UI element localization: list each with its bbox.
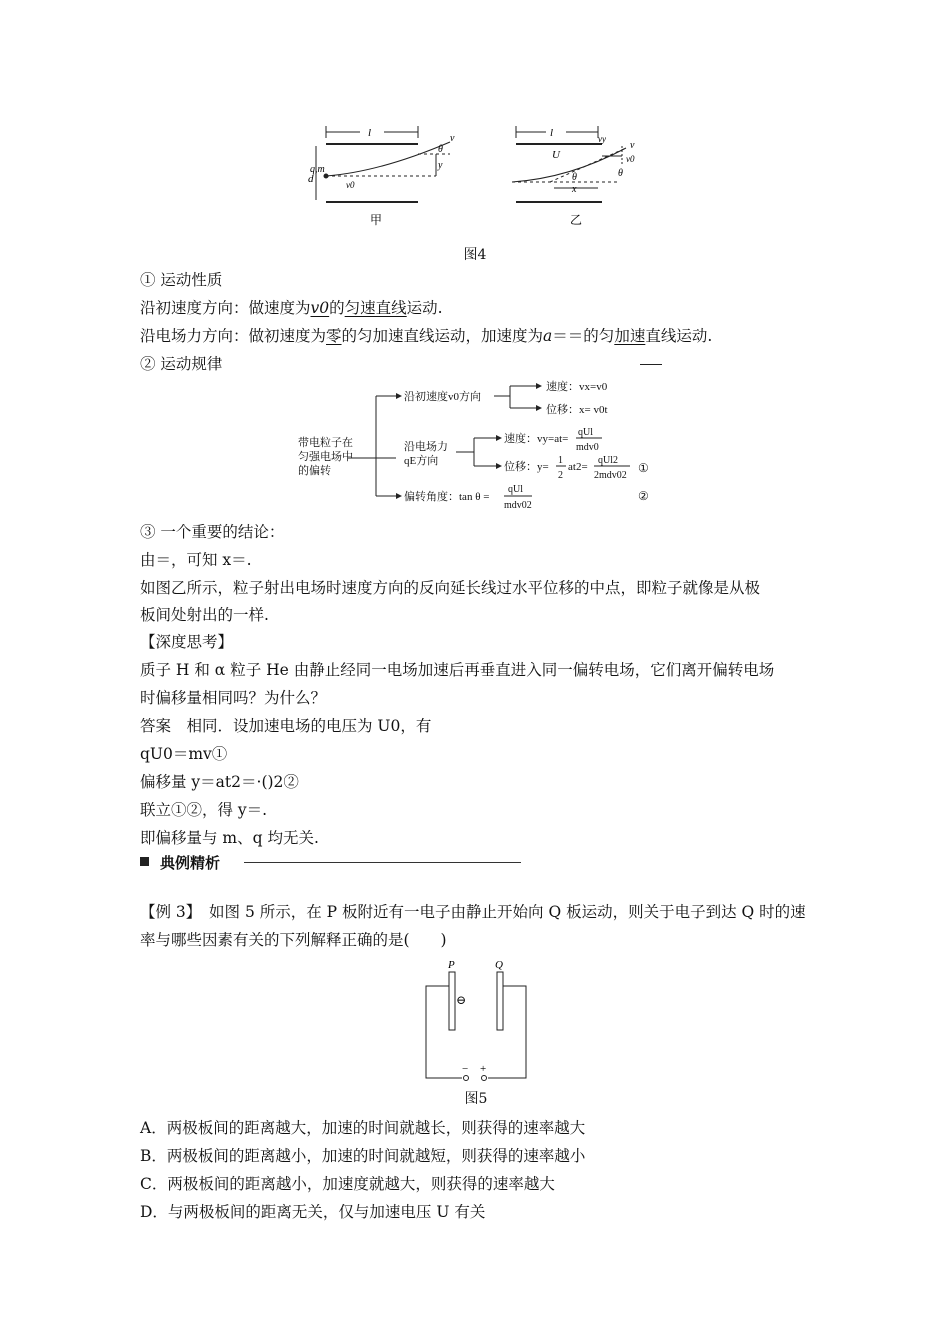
yi-theta2: θ [618,168,623,179]
p2-mid: 的 [329,299,345,317]
fig5-plus: + [480,1063,487,1075]
fig5-minus: − [462,1063,469,1075]
text-p6: 由＝，可知 x＝. [140,551,252,569]
diagram-root-2: 匀强电场中 [298,451,353,463]
option-b: B．两极板间的距离越小，加速的时间就越短，则获得的速率越小 [140,1147,586,1165]
fig5-P: P [448,959,455,971]
diagram-mark1: ① [638,461,649,475]
example-3-line-1: 【例 3】 如图 5 所示，在 P 板附近有一电子由静止开始向 Q 板运动，则关于电子到达 Q 时的速 [140,903,806,921]
yi-x: x [572,184,577,195]
text-p8: 板间处射出的一样. [140,606,269,624]
option-c: C．两极板间的距离越小，加速度就越大，则获得的速率越大 [140,1175,555,1193]
diagram-b2-1: 沿电场力 [404,441,448,453]
jia-v0: v0 [346,180,355,190]
section-rule [244,862,521,863]
jia-y: y [438,160,443,171]
jia-v: v [450,133,455,144]
p2-pre: 沿初速度方向：做速度为 [140,299,311,317]
p3-a: a [543,327,553,345]
p2-post: 运动. [406,299,443,317]
diagram-b1b: 位移：x= v0t [546,404,608,416]
section-square-icon [140,857,149,866]
diagram-root-3: 的偏转 [298,465,331,477]
p3-pre: 沿电场力方向：做初速度为 [140,327,327,345]
diagram-b3-num: qUl [508,484,523,495]
diagram-b2b-n1: 1 [558,455,563,466]
jia-label: 甲 [370,213,383,227]
section-title: 典例精析 [160,854,221,872]
p2-u2: 匀速直线 [344,299,407,317]
text-p14: 偏移量 y＝at2＝·()2② [140,773,299,791]
fig5-Q: Q [495,959,503,971]
fig5-electron: ⊖ [456,993,467,1007]
diagram-b2b: 位移：y= [504,461,549,473]
diagram-b1: 沿初速度v0方向 [404,391,481,403]
text-p10: 质子 H 和 α 粒子 He 由静止经同一电场加速后再垂直进入同一偏转电场，它们离开偏转电场 [140,661,775,679]
figure-5 [420,956,532,1086]
option-d: D．与两极板间的距离无关，仅与加速电压 U 有关 [140,1203,486,1221]
jia-theta: θ [438,144,443,155]
diagram-b2a-num: qUl [578,427,593,438]
yi-vy: vy [598,134,606,144]
diagram-b2a: 速度：vy=at= [504,433,569,445]
diagram-b2b-mid: at2= [568,461,588,473]
section-header [140,852,530,872]
diagram-b3-den: mdv02 [504,500,532,511]
text-p11: 时偏移量相同吗？为什么？ [140,689,327,707]
diagram-b2b-d2: 2mdv02 [594,470,627,481]
text-p5: ③ 一个重要的结论： [140,523,285,541]
diagram-root-1: 带电粒子在 [298,437,353,449]
p3-post: 直线运动. [645,327,713,345]
text-p12: 答案 相同．设加速电场的电压为 U0，有 [140,717,432,735]
text-p4: ② 运动规律 [140,355,223,373]
figure-4-caption: 图4 [463,247,487,263]
figure-4 [300,120,660,235]
p3-u2: 加速 [614,327,646,345]
diagram-mark2: ② [638,489,649,503]
p3-mid: 的匀加速直线运动，加速度为 [341,327,544,345]
text-p7: 如图乙所示，粒子射出电场时速度方向的反向延长线过水平位移的中点，即粒子就像是从极 [140,579,761,597]
option-a: A．两极板间的距离越大，加速的时间就越长，则获得的速率越大 [140,1119,586,1137]
p3-u1: 零 [326,327,342,345]
diagram-b1a: 速度：vx=v0 [546,381,608,393]
p2-u1: v0 [310,299,330,317]
figure-5-caption: 图5 [464,1091,488,1107]
example-3-line-2: 率与哪些因素有关的下列解释正确的是( ) [140,931,447,949]
p3-eq: ＝＝的匀 [552,327,615,345]
text-p2 [140,298,443,318]
yi-theta1: θ [572,172,577,183]
jia-d: d [308,173,314,185]
yi-v: v [630,140,635,151]
diagram-b2a-den: mdv0 [576,442,599,453]
diagram-b2b-n2: qUl2 [598,455,618,466]
text-p13: qU0＝mv① [140,745,228,763]
figure-4-jia [316,126,450,202]
text-p1: ① 运动性质 [140,271,223,289]
figure-4-yi [512,126,626,202]
text-p16: 即偏移量与 m、q 均无关. [140,829,319,847]
jia-l: l [368,127,372,139]
jia-qm: q,m [310,164,325,175]
yi-label: 乙 [570,213,583,227]
text-p9: 【深度思考】 [140,633,234,651]
diagram-b2-2: qE方向 [404,455,439,467]
text-p3 [140,326,712,346]
motion-law-diagram [296,380,666,515]
diagram-b3: 偏转角度：tan θ = [404,491,490,503]
underline-mark [640,364,662,365]
yi-U: U [552,149,560,161]
text-p15: 联立①②，得 y＝. [140,801,268,819]
yi-l: l [550,127,554,139]
yi-v0: v0 [626,154,635,164]
diagram-b2b-d1: 2 [558,470,563,481]
